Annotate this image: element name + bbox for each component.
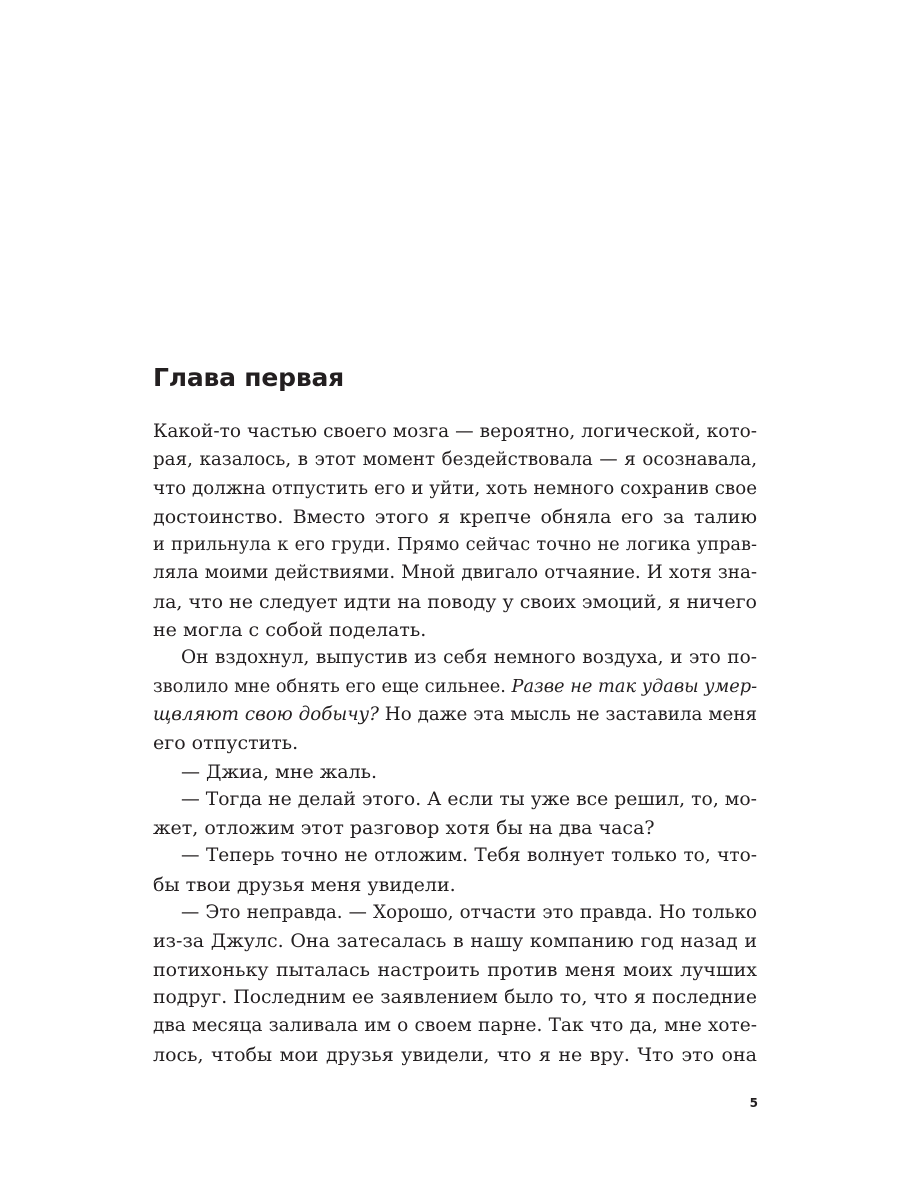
text-line: ляла моими действиями. Мной двигало отчаяние. И хотя зна- (153, 562, 757, 584)
text-line: рая, казалось, в этот момент бездействовала — я осознавала, (153, 449, 757, 471)
italic-text-run: Разве не так удавы умер- (511, 676, 758, 697)
text-line: что должна отпустить его и уйти, хоть немного сохранив свое (153, 477, 757, 499)
text-line: Какой-то частью своего мозга — вероятно, логической, кото- (153, 421, 757, 442)
text-run: зволило мне обнять его еще сильнее. (153, 676, 512, 697)
text-line: два месяца заливала им о своем парне. Так что да, мне хоте- (153, 1015, 757, 1037)
text-line: и прильнула к его груди. Прямо сейчас точно не логика управ- (153, 535, 757, 556)
text-line: ла, что не следует идти на поводу у своих эмоций, я ничего (153, 590, 757, 613)
text-run: Но даже эта мысль не заставила меня (378, 703, 757, 725)
text-line: Он вздохнул, выпустив из себя немного воздуха, и это по- (181, 647, 757, 669)
page-number: 5 (749, 1096, 758, 1110)
text-line: из-за Джулс. Она затесалась в нашу компанию год назад и (153, 930, 757, 953)
chapter-title: Глава первая (153, 363, 344, 392)
dialogue-line: — Это неправда. — Хорошо, отчасти это правда. Но только (181, 902, 757, 924)
italic-text-run: щвляют свою добычу? (153, 703, 379, 725)
text-line: достоинство. Вместо этого я крепче обняла его за талию (153, 505, 757, 528)
chapter-body (153, 418, 757, 1069)
text-line: жет, отложим этот разговор хотя бы на два часа? (153, 817, 655, 840)
text-line: его отпустить. (153, 732, 299, 755)
dialogue-line: — Теперь точно не отложим. Тебя волнует только то, что- (181, 845, 757, 867)
text-line: бы твои друзья меня увидели. (153, 873, 456, 896)
text-line: не могла с собой поделать. (153, 619, 427, 642)
text-line: потихоньку пыталась настроить против меня моих лучших (153, 958, 757, 981)
text-line (153, 673, 757, 701)
dialogue-line: — Джиа, мне жаль. (181, 760, 378, 783)
text-line (153, 701, 757, 729)
text-line: лось, чтобы мои друзья увидели, что я не вру. Что это она (153, 1043, 757, 1066)
text-line: подруг. Последним ее заявлением было то, что я последние (153, 986, 757, 1008)
dialogue-line: — Тогда не делай этого. А если ты уже все решил, то, мо- (181, 788, 757, 810)
